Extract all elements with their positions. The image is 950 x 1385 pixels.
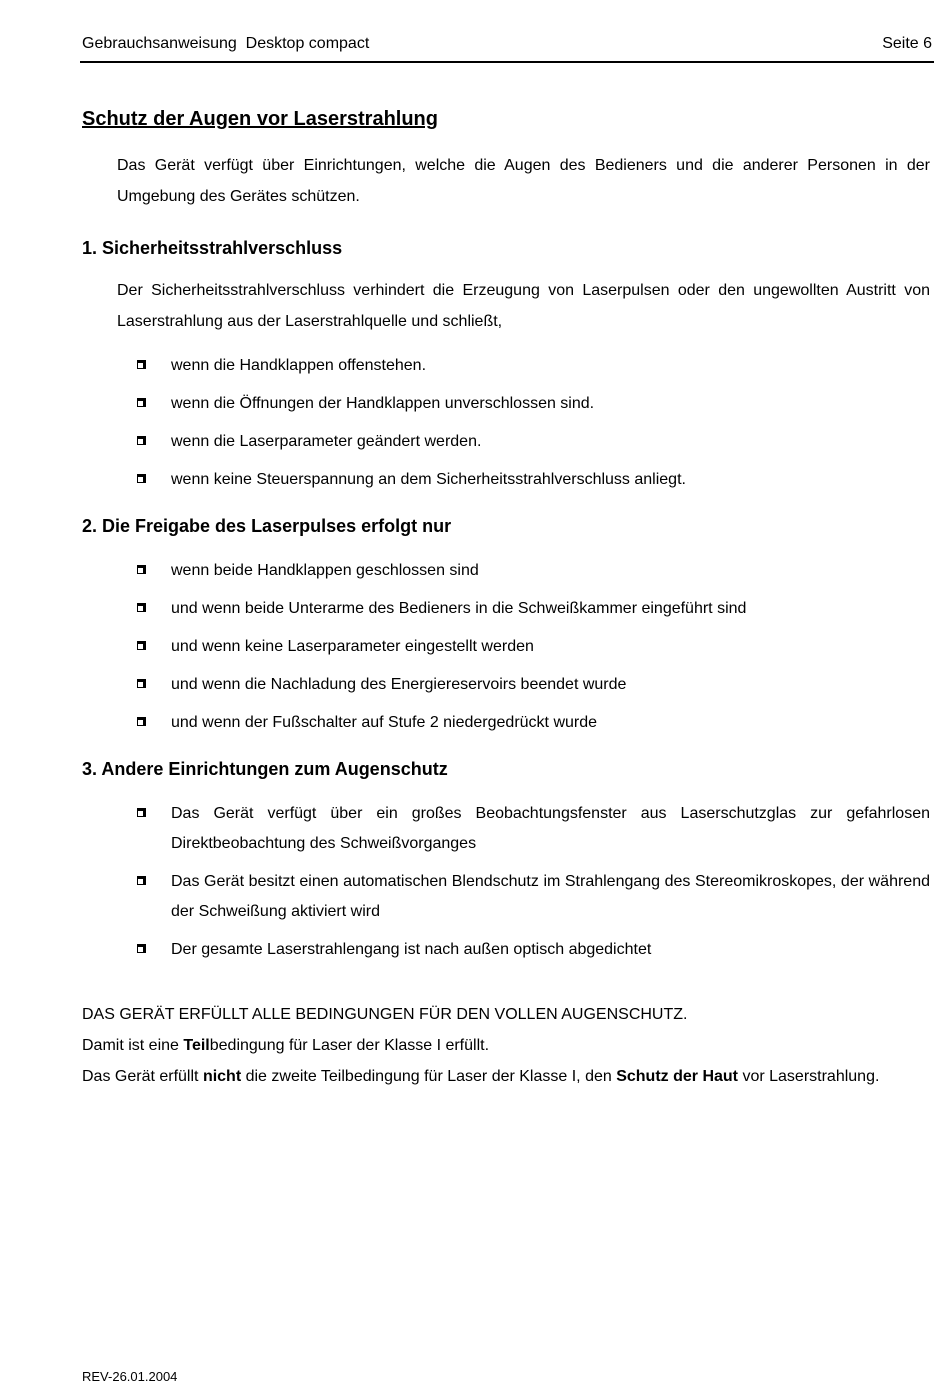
checkbox-bullet-icon xyxy=(137,717,146,726)
list-item-text: und wenn der Fußschalter auf Stufe 2 niedergedrückt wurde xyxy=(171,714,598,731)
list-item xyxy=(135,389,930,427)
list-item-text: wenn beide Handklappen geschlossen sind xyxy=(171,562,479,579)
conclusion-block xyxy=(82,999,930,1092)
section-1-paragraph: Der Sicherheitsstrahlverschluss verhindert die Erzeugung von Laserpulsen oder den ungewollten Austritt von Laserstrahlung aus der Laserstrahlquelle und schließt, xyxy=(117,282,930,330)
list-item xyxy=(135,465,930,503)
header-divider xyxy=(80,61,934,63)
list-item-text: wenn die Handklappen offenstehen. xyxy=(171,357,427,374)
checkbox-bullet-icon xyxy=(137,808,146,817)
checkbox-bullet-icon xyxy=(137,474,146,483)
revision-footer: REV-26.01.2004 xyxy=(82,1369,178,1384)
conclusion-skin-protection: Das Gerät erfüllt nicht die zweite Teilbedingung für Laser der Klasse I, den Schutz der Haut vor Laserstrahlung. xyxy=(82,1068,880,1085)
checkbox-bullet-icon xyxy=(137,360,146,369)
checkbox-bullet-icon xyxy=(137,876,146,885)
page-header xyxy=(82,34,932,56)
checkbox-bullet-icon xyxy=(137,603,146,612)
list-item xyxy=(135,799,930,867)
list-item-text: Das Gerät besitzt einen automatischen Blendschutz im Strahlengang des Stereomikroskopes, der während der Schweißung aktiviert wird xyxy=(171,873,930,920)
intro-paragraph: Das Gerät verfügt über Einrichtungen, welche die Augen des Bedieners und die anderer Personen in der Umgebung des Gerätes schützen. xyxy=(117,157,930,205)
list-item xyxy=(135,867,930,935)
section-2-list xyxy=(135,556,930,746)
checkbox-bullet-icon xyxy=(137,679,146,688)
document-title: Gebrauchsanweisung Desktop compact xyxy=(82,35,370,52)
page-title: Schutz der Augen vor Laserstrahlung xyxy=(82,108,438,130)
list-item-text: und wenn keine Laserparameter eingestellt werden xyxy=(171,638,534,655)
list-item-text: Der gesamte Laserstrahlengang ist nach außen optisch abgedichtet xyxy=(171,941,652,958)
section-heading-3: 3. Andere Einrichtungen zum Augenschutz xyxy=(82,759,448,779)
checkbox-bullet-icon xyxy=(137,944,146,953)
list-item-text: und wenn die Nachladung des Energiereservoirs beendet wurde xyxy=(171,676,627,693)
section-1-list xyxy=(135,351,930,503)
list-item xyxy=(135,351,930,389)
list-item xyxy=(135,708,930,746)
list-item xyxy=(135,556,930,594)
conclusion-statement: DAS GERÄT ERFÜLLT ALLE BEDINGUNGEN FÜR DEN VOLLEN AUGENSCHUTZ. xyxy=(82,1006,688,1023)
list-item xyxy=(135,427,930,465)
list-item xyxy=(135,935,930,973)
list-item xyxy=(135,594,930,632)
page-number: Seite 6 xyxy=(882,35,932,52)
checkbox-bullet-icon xyxy=(137,436,146,445)
list-item-text: und wenn beide Unterarme des Bedieners in die Schweißkammer eingeführt sind xyxy=(171,600,747,617)
list-item xyxy=(135,632,930,670)
section-heading-2: 2. Die Freigabe des Laserpulses erfolgt nur xyxy=(82,516,452,536)
list-item-text: Das Gerät verfügt über ein großes Beobachtungsfenster aus Laserschutzglas zur gefahrlosen Direktbeobachtung des Schweißvorganges xyxy=(171,805,930,852)
list-item-text: wenn die Laserparameter geändert werden. xyxy=(171,433,482,450)
list-item-text: wenn keine Steuerspannung an dem Sicherheitsstrahlverschluss anliegt. xyxy=(171,471,686,488)
conclusion-partial-condition: Damit ist eine Teilbedingung für Laser der Klasse I erfüllt. xyxy=(82,1037,490,1054)
section-heading-1: 1. Sicherheitsstrahlverschluss xyxy=(82,238,343,258)
checkbox-bullet-icon xyxy=(137,565,146,574)
checkbox-bullet-icon xyxy=(137,641,146,650)
checkbox-bullet-icon xyxy=(137,398,146,407)
section-3-list xyxy=(135,799,930,973)
list-item-text: wenn die Öffnungen der Handklappen unverschlossen sind. xyxy=(171,395,595,412)
list-item xyxy=(135,670,930,708)
